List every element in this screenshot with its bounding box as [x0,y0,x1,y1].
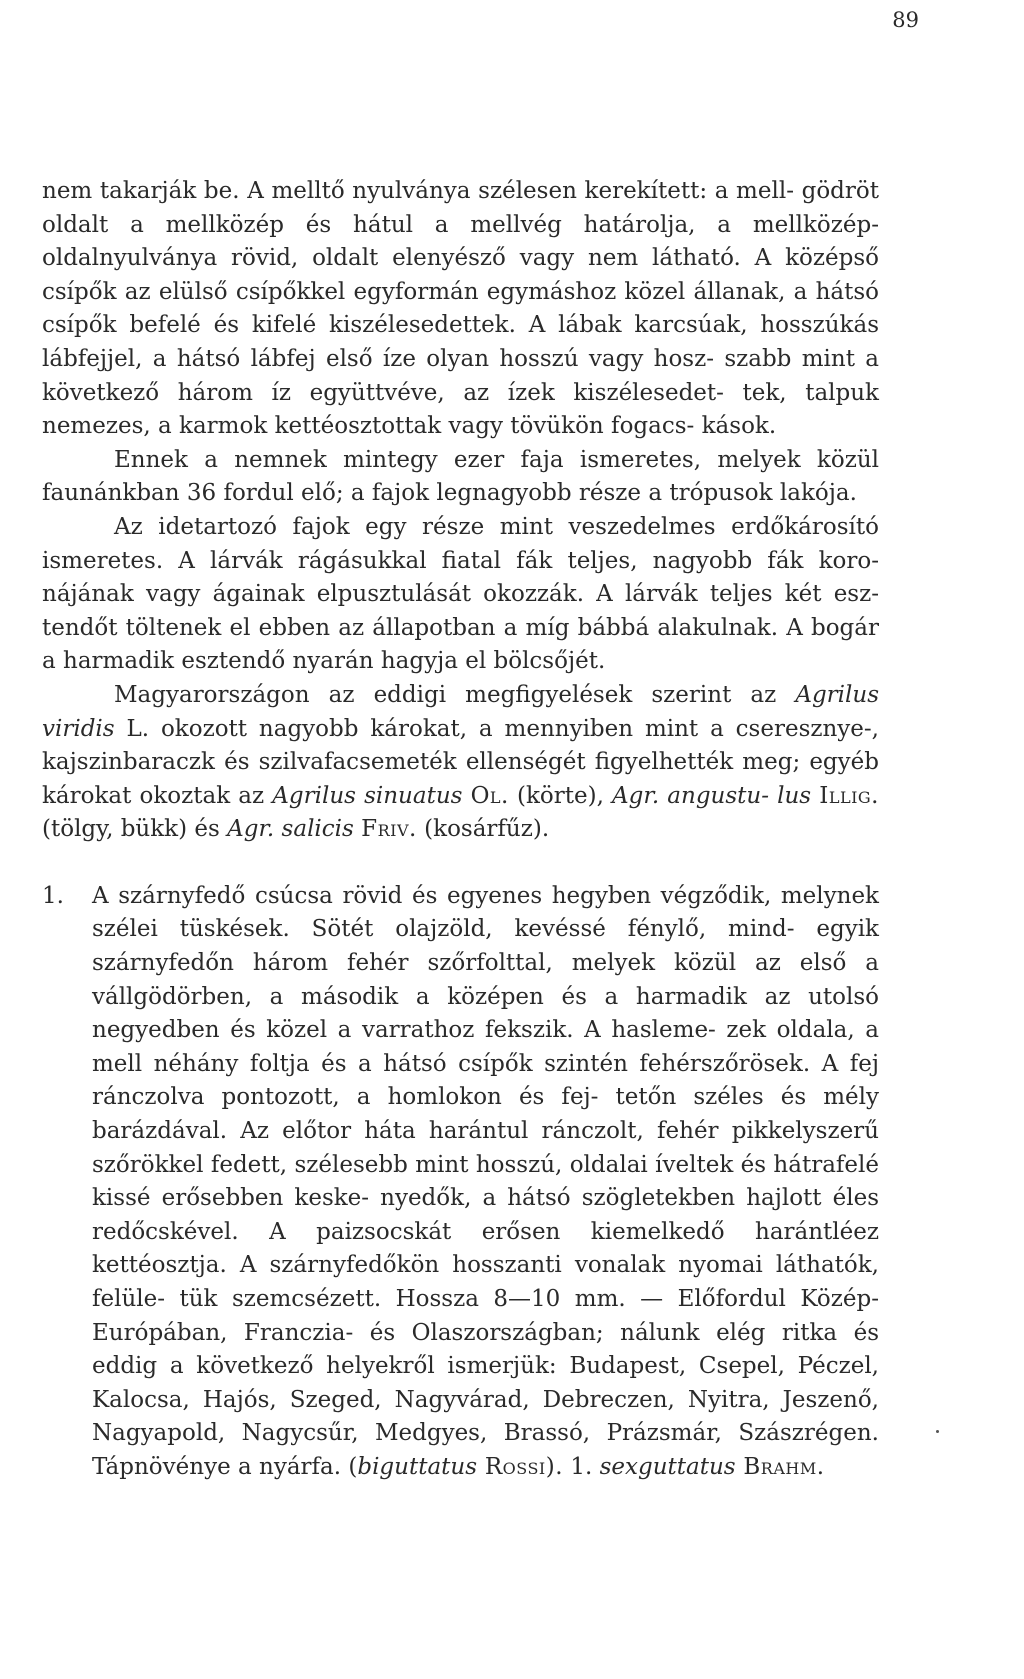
page-number: 89 [892,8,919,32]
species-biguttatus: biguttatus [357,1453,478,1480]
p4-text-4: (tölgy, bükk) és [42,816,228,843]
author-friv: Friv. [361,816,417,843]
paragraph-4 [42,679,879,847]
author-illig: Illig. [819,782,879,809]
author-ol: Ol. [470,782,509,809]
species-agrilus-sinuatus: Agrilus sinuatus [272,782,463,809]
paragraph-1: nem takarják be. A melltő nyulványa szélesen kerekített: a mell- gödröt oldalt a mellközép és hátul a mellvég határolja, a mellközép- oldalnyulványa rövid, oldalt elenyésző vagy nem látható. A középső csípők az elülső csípőkkel egyformán egymáshoz közel állanak, a hátsó csípők befelé és kifelé kiszélesedettek. A lábak karcsúak, hosszúkás lábfejjel, a hátsó lábfej első íze olyan hosszú vagy hosz- szabb mint a következő három íz együttvéve, az ízek kiszélesedet- tek, talpuk nemezes, a karmok kettéosztottak vagy tövükön fogacs- kások. [42,178,879,440]
author-rossi: Rossi). [477,1453,564,1480]
entry-number: 1. [42,882,64,909]
p4-text-1: Magyarországon az eddigi megfigyelések szerint az [114,681,796,708]
entry-description: A szárnyfedő csúcsa rövid és egyenes hegyben végződik, melynek szélei tüskések. Sötét olajzöld, kevéssé fénylő, mind- egyik szárnyfedőn három fehér szőrfolttal, melyek közül az első a vállgödörben, a második a középen és a harmadik az utolsó negyedben és közel a varrathoz fekszik. A hasleme- zek oldala, a mell néhány foltja és a hátsó csípők szintén fehérszőrösek. A fej ránczolva pontozott, a homlokon és fej- tetőn széles és mély barázdával. Az előtor háta harántul ránczolt, fehér pikkelyszerű szőrökkel fedett, szélesebb mint hosszú, oldalai íveltek és hátrafelé kissé erősebben keske- nyedők, a hátsó szögletekben hajlott éles redőcskével. A paizsocskát erősen kiemelkedő harántléez kettéosztja. A szárnyfedőkön hosszanti vonalak nyomai láthatók, felüle- tük szemcsézett. Hossza 8—10 mm. — Előfordul Közép- Európában, Franczia- és Olaszországban; nálunk elég ritka és eddig a következő helyekről ismerjük: Budapest, Csepel, Péczel, Kalocsa, Hajós, Szeged, Nagyvárad, Debreczen, Nyitra, Jeszenő, Nagyapold, Nagycsűr, Medgyes, Brassó, Prázsmár, Szászrégen. Tápnövénye a nyárfa. ( [92,882,879,1480]
p4-text-2: L. okozott nagyobb károkat, a mennyiben mint a cseresznye-, kajszinbaraczk és szilvafacsemeték ellenségét figyelhették meg; egyéb károkat okoztak az [42,715,879,809]
entry-text [92,880,879,1485]
paragraph-2: Ennek a nemnek mintegy ezer faja ismeretes, melyek közül faunánkban 36 fordul elő; a fajok legnagyobb része a trópusok lakója. [42,446,879,507]
species-agrilus-viridis: Agrilus viridis [42,681,879,742]
p4-text-5: (kosárfűz). [416,816,550,843]
species-agr-angustulus: Agr. angustu- lus [612,782,812,809]
sexguttatus-number: 1. [570,1453,600,1480]
paragraph-3: Az idetartozó fajok egy része mint veszedelmes erdőkárosító ismeretes. A lárvák rágásukkal fiatal fák teljes, nagyobb fák koro- nájának vagy ágainak elpusztulását okozzák. A lárvák teljes két esz- tendőt töltenek el ebben az állapotban a míg bábbá alakulnak. A bogár a harmadik esztendő nyarán hagyja el bölcsőjét. [42,513,879,675]
print-speck [936,1430,939,1433]
species-sexguttatus: sexguttatus [599,1453,736,1480]
body-text [42,175,879,1485]
species-entry-1 [42,880,879,1485]
author-brahm: Brahm. [735,1453,825,1480]
species-agr-salicis: Agr. salicis [227,816,354,843]
p4-text-3: (körte), [508,782,613,809]
